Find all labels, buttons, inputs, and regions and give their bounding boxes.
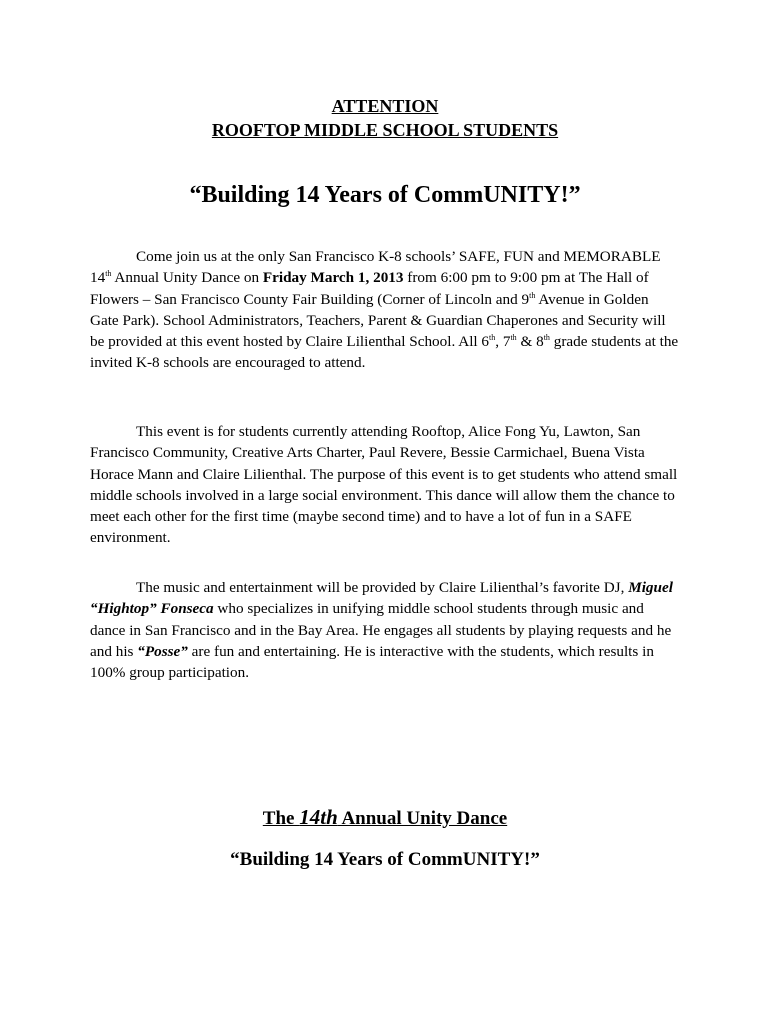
footer-title-number: 14th <box>299 805 338 829</box>
footer-title-pre: The <box>262 808 300 829</box>
event-slogan: “Building 14 Years of CommUNITY!” <box>189 182 581 208</box>
ordinal-suffix: th <box>543 333 550 343</box>
dj-name: Miguel “Hightop” Fonseca <box>90 579 673 618</box>
p1-text-7: grade students at the invited K-8 schools are encouraged to attend. <box>90 333 679 372</box>
audience-heading: ROOFTOP MIDDLE SCHOOL STUDENTS <box>211 120 559 140</box>
footer-slogan: “Building 14 Years of CommUNITY!” <box>230 849 540 870</box>
ordinal-suffix: th <box>489 333 496 343</box>
footer-event-title <box>0 805 770 831</box>
eligible-schools-paragraph: This event is for students currently attending Rooftop, Alice Fong Yu, Lawton, San Francisco Community, Creative Arts Charter, Paul Revere, Bessie Carmichael, Buena Vista Horace Mann and Claire Lilienthal. The purpose of this event is to get students who attend small middle schools involved in a large social environment. This dance will allow them the chance to meet each other for the first time (maybe second time) and to have a lot of fun in a SAFE environment. <box>90 423 678 547</box>
p1-text-6: & 8 <box>516 333 544 351</box>
p1-text-4: Avenue in Golden Gate Park). School Administrators, Teachers, Parent & Guardian Chaperones and Security will be provided at this event hosted by Claire Lilienthal School. All 6 <box>90 290 666 351</box>
entertainment-paragraph <box>90 577 680 683</box>
p3-text-1: The music and entertainment will be provided by Claire Lilienthal’s favorite DJ, <box>136 579 629 596</box>
ordinal-suffix: th <box>105 269 112 279</box>
p3-text-2: who specializes in unifying middle school students through music and dance in San Francisco and in the Bay Area. He engages all students by playing requests and he and his <box>90 600 672 660</box>
p1-text-5: , 7 <box>495 333 511 351</box>
event-details-paragraph <box>90 246 680 374</box>
ordinal-suffix: th <box>529 290 536 300</box>
posse-term: “Posse” <box>137 642 188 660</box>
p1-text-2: Annual Unity Dance on <box>111 269 263 287</box>
p3-text-3: are fun and entertaining. He is interactive with the students, which results in 100% group participation. <box>90 642 654 682</box>
attention-heading: ATTENTION <box>331 96 439 116</box>
p1-text-1: Come join us at the only San Francisco K-8 schools’ SAFE, FUN and MEMORABLE 14 <box>90 248 661 287</box>
ordinal-suffix: th <box>510 333 517 343</box>
event-date: Friday March 1, 2013 <box>262 269 404 287</box>
footer-title-post: Annual Unity Dance <box>337 808 508 829</box>
p1-text-3: from 6:00 pm to 9:00 pm at The Hall of Flowers – San Francisco County Fair Building (Corner of Lincoln and 9 <box>90 269 649 308</box>
